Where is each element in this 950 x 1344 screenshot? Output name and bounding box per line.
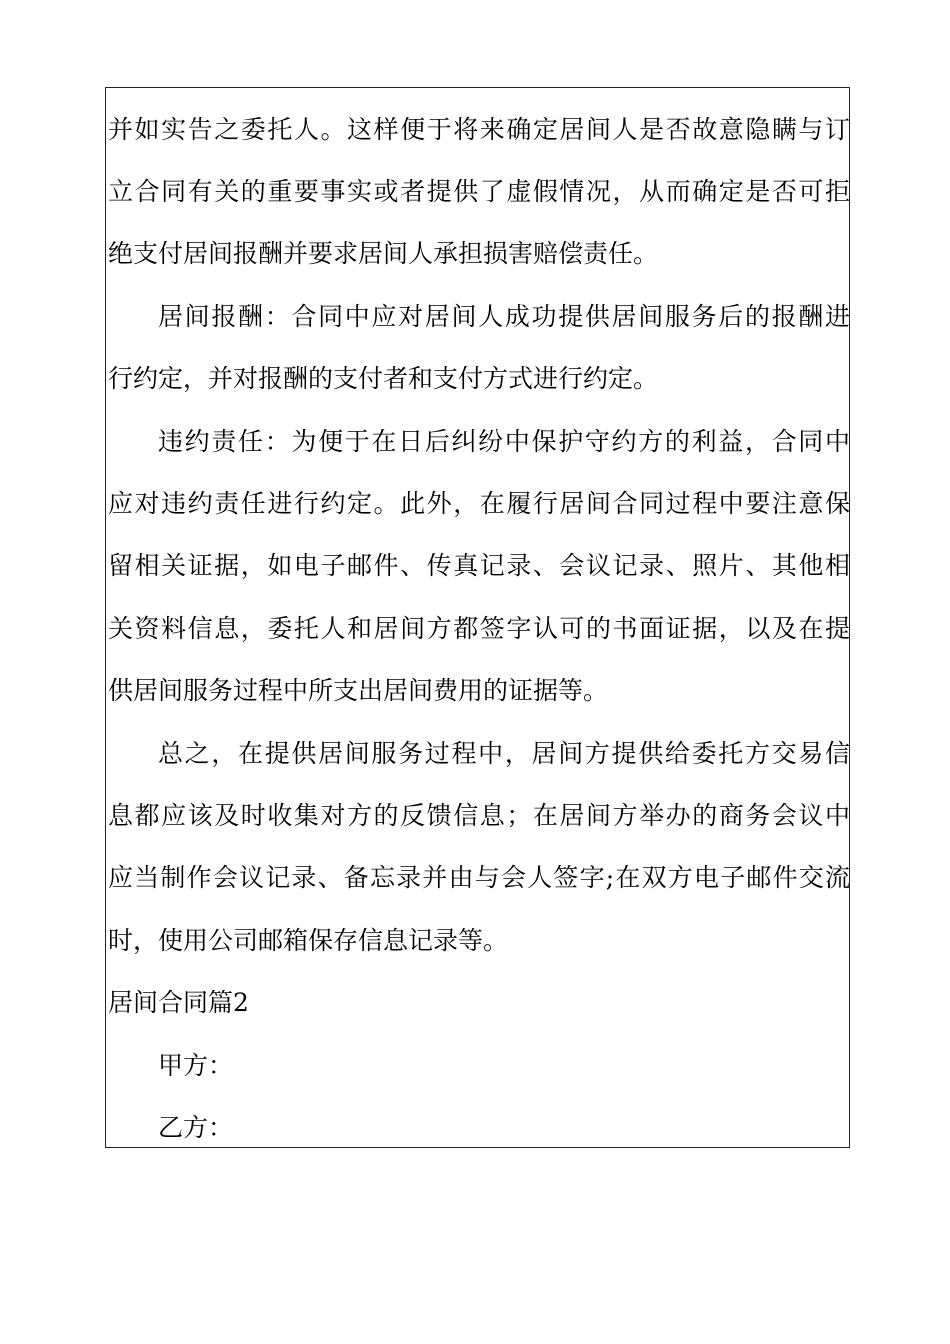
- paragraph-line: 绝支付居间报酬并要求居间人承担损害赔偿责任。: [108, 239, 659, 268]
- paragraph-line: 违约责任：为便于在日后纠纷中保护守约方的利益，合同中: [158, 427, 850, 456]
- paragraph-line: 应对违约责任进行约定。此外，在履行居间合同过程中要注意保: [108, 489, 850, 518]
- paragraph-line: 息都应该及时收集对方的反馈信息；在居间方举办的商务会议中: [108, 801, 850, 830]
- document-frame: [105, 87, 850, 1148]
- paragraph-line: 并如实告之委托人。这样便于将来确定居间人是否故意隐瞒与订: [108, 115, 850, 144]
- paragraph-line: 总之，在提供居间服务过程中，居间方提供给委托方交易信: [158, 739, 850, 768]
- section-heading: 居间合同篇2: [108, 988, 249, 1017]
- paragraph-line: 行约定，并对报酬的支付者和支付方式进行约定。: [108, 364, 659, 393]
- paragraph-line: 关资料信息，委托人和居间方都签字认可的书面证据，以及在提: [108, 614, 850, 643]
- party-a-label: 甲方：: [158, 1051, 234, 1080]
- paragraph-line: 居间报酬：合同中应对居间人成功提供居间服务后的报酬进: [158, 302, 850, 331]
- paragraph-line: 留相关证据，如电子邮件、传真记录、会议记录、照片、其他相: [108, 551, 850, 580]
- paragraph-line: 立合同有关的重要事实或者提供了虚假情况，从而确定是否可拒: [108, 177, 850, 206]
- paragraph-line: 时，使用公司邮箱保存信息记录等。: [108, 926, 509, 955]
- paragraph-line: 应当制作会议记录、备忘录并由与会人签字;在双方电子邮件交流: [108, 863, 850, 892]
- party-b-label: 乙方：: [158, 1113, 234, 1142]
- paragraph-line: 供居间服务过程中所支出居间费用的证据等。: [108, 676, 609, 705]
